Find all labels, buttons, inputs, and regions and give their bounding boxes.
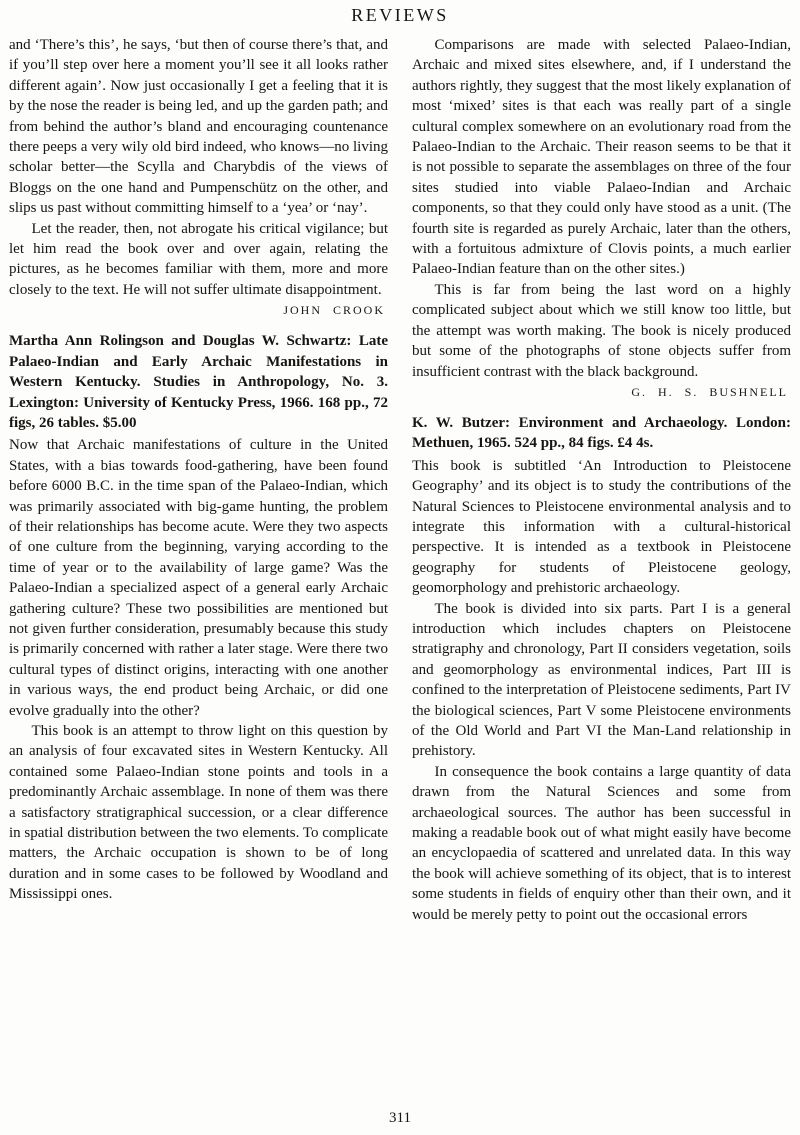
- crook-review-paragraph: and ‘There’s this’, he says, ‘but then of course there’s that, and if you’ll step over here a moment you’ll see it all looks rather different again’. Now just occasionally I get a feeling that it is by the nose the reader is being led, and up the garden path; and from behind the author’s bland and encouraging countenance there peeps a very wily old bird indeed, who knows—no living scholar better—the Scylla and Charybdis of the views of Bloggs on the one hand and Pumpenschütz on the other, and slips us past without committing himself to a ‘yea’ or ‘nay’.: [9, 37, 388, 217]
- right-column: [412, 35, 791, 1111]
- signature-bushnell: G. H. S. BUSHNELL: [631, 384, 788, 399]
- rolingson-review-paragraph: This book is an attempt to throw light on this question by an analysis of four excavated sites in Western Kentucky. All contained some Palaeo-Indian stone points and tools in a predominantly Archaic assemblage. In none of them was there a satisfactory stratigraphical succession, or a clear difference in spatial distribution between the two elements. To complicate matters, the Archaic occupation is shown to be of long duration and in some cases to be followed by Woodland and Mississippi ones.: [9, 723, 388, 903]
- page-number: 311: [389, 1110, 411, 1126]
- crook-review-paragraph: Let the reader, then, not abrogate his critical vigilance; but let him read the book over and over again, relating the pictures, as he becomes familiar with them, more and more closely to the text. He will not suffer ultimate disappointment.: [9, 220, 388, 298]
- rolingson-review-paragraph: This is far from being the last word on a highly complicated subject about which we still know too little, but the attempt was worth making. The book is nicely produced but some of the photographs of stone objects suffer from insufficient contrast with the black background.: [412, 281, 791, 380]
- rolingson-review-paragraph: Now that Archaic manifestations of culture in the United States, with a bias towards food-gathering, have been found before 6000 B.C. in the time span of the Palaeo-Indian, which was primarily associated with big-game hunting, the problem of their relationships has become acute. Were they two aspects of one culture from the beginning, varying according to the time of year or to the availability of large game? Was the Palaeo-Indian a specialized aspect of a general early Archaic gathering culture? These two possibilities are mentioned but not given further consideration, presumably because this study is primarily concerned with rather a later stage. Were there two cultural types of distinct origins, interacting with one another in various ways, the end product being Archaic, or did one evolve gradually into the other?: [9, 437, 388, 719]
- running-head: REVIEWS: [351, 5, 449, 25]
- signature-crook: JOHN CROOK: [283, 303, 385, 318]
- butzer-review-paragraph: The book is divided into six parts. Part I is a general introduction which includes chapters on Pleistocene stratigraphy and chronology, Part II considers vegetation, soils and geomorphology as environmental indices, Part III is confined to the interpretation of Pleistocene sediments, Part IV the biological sciences, Part V some Pleistocene environments of the Old World and Part VI the Man-Land relationship in prehistory.: [412, 600, 791, 760]
- butzer-review-paragraph: In consequence the book contains a large quantity of data drawn from the Natural Sciences and some from archaeological sources. The author has been successful in making a readable book out of what might easily have become an encyclopaedia of scattered and unrelated data. In this way the book will achieve something of its object, that is to interest some students in fields of enquiry other than their own, and it would be merely petty to point out the occasional errors: [412, 763, 791, 923]
- review-heading-rolingson: Martha Ann Rolingson and Douglas W. Schwartz: Late Palaeo-Indian and Early Archaic Manifestations in Western Kentucky. Studies in Anthropology, No. 3. Lexington: University of Kentucky Press, 1966. 168 pp., 72 figs, 26 tables. $5.00: [9, 333, 388, 431]
- review-heading-butzer: K. W. Butzer: Environment and Archaeology. London: Methuen, 1965. 524 pp., 84 figs. £4 4s.: [412, 414, 791, 452]
- butzer-review-paragraph: This book is subtitled ‘An Introduction to Pleistocene Geography’ and its object is to study the contributions of the Natural Sciences to Pleistocene environmental analysis and to integrate this information with a cultural-historical perspective. It is intended as a textbook in Pleistocene geography for students of Pleistocene geology, geomorphology and prehistoric archaeology.: [412, 457, 791, 597]
- rolingson-review-paragraph: Comparisons are made with selected Palaeo-Indian, Archaic and mixed sites elsewhere, and, if I understand the authors rightly, they suggest that the most likely explanation of most ‘mixed’ sites is that each was really part of a single cultural complex somewhere on an evolutionary road from the Palaeo-Indian to the Archaic. Their reason seems to be that it is not possible to separate the assemblages on three of the four sites studied into viable Palaeo-Indian and Archaic components, so that they could only have stood as a unit. (The fourth site is regarded as purely Archaic, later than the others, with a fortuitous admixture of Clovis points, a much earlier Palaeo-Indian feature than on the other sites.): [412, 37, 791, 278]
- left-column: [9, 35, 388, 1111]
- two-column-layout: [9, 35, 791, 1111]
